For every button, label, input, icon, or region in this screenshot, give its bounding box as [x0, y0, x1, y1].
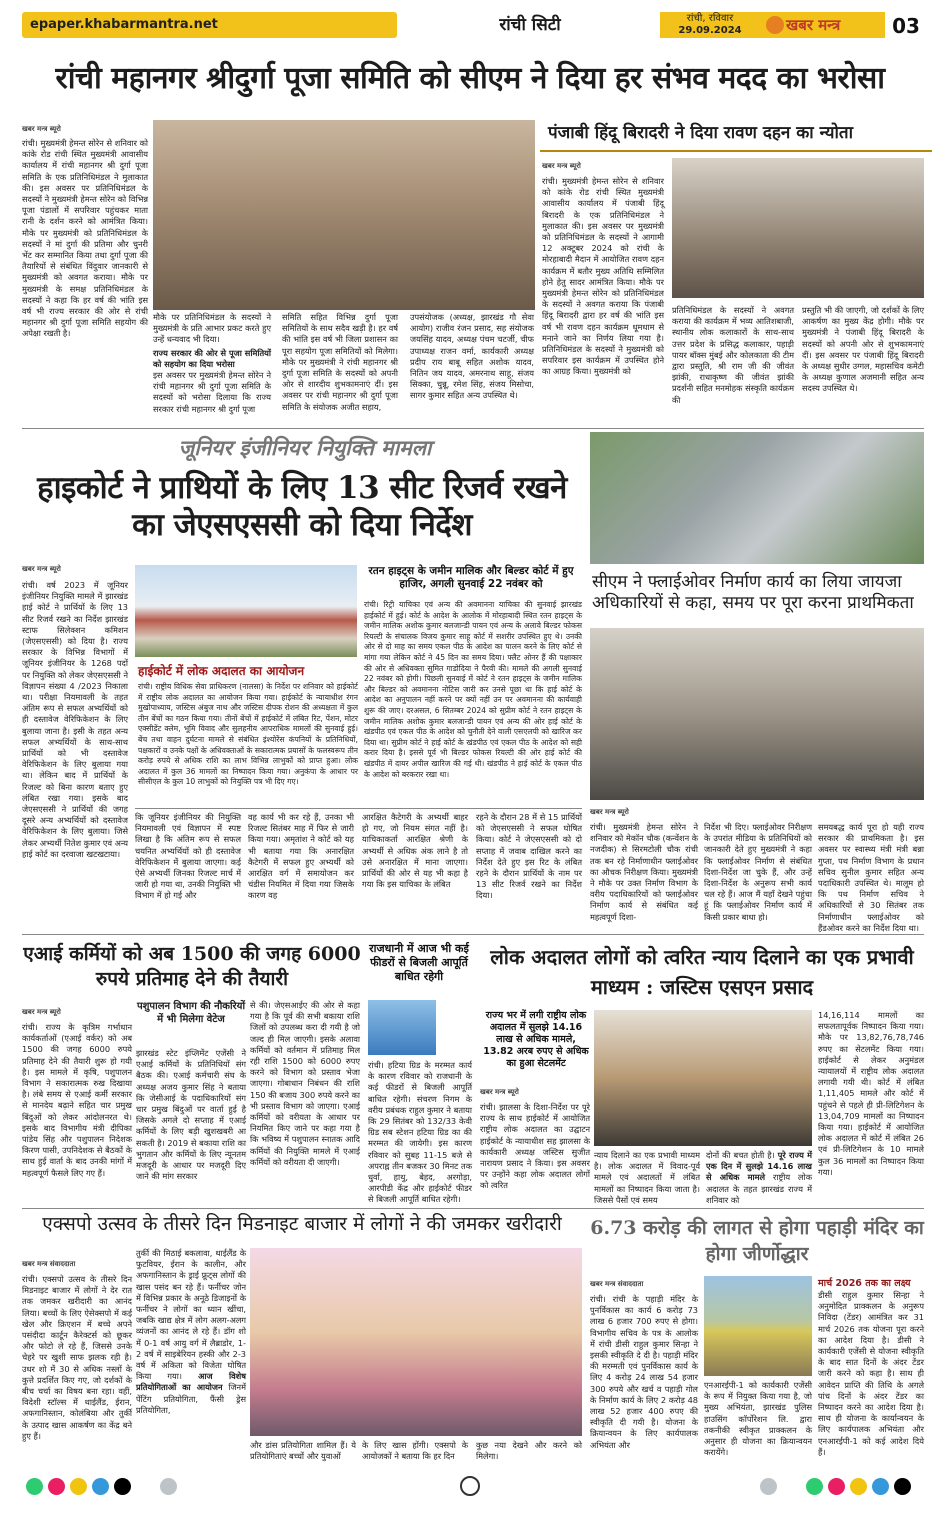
registration-dot	[48, 1478, 65, 1495]
expo-headline: एक्सपो उत्सव के तीसरे दिन मिडनाइट बाजार में लोगों ने की जमकर खरीदारी	[42, 1213, 562, 1235]
ai-col-1: रांची। राज्य के कृत्रिम गर्भाधान कार्यकर्ताओं (एआई वर्कर) को अब 1500 की जगह 6000 रुपये प्रतिमाह देने की तैयारी शुरू हो गयी है। इस मामले में कृषि, पशुपालन विभाग ने सकारात्मक रुख दिखाया है। लंबे समय से एआई कर्मी सरकार से मानदेय बढ़ाने सहित चार प्रमुख बिंदुओं को लेकर आंदोलनरत थे। इसके बाद विभागीय मंत्री दीपिका पांडेय सिंह और पशुपालन निदेशक किरण पासी, उपनिदेशक से बैठकों के साथ हुई वार्ता के बाद उनकी मांगों में महत्वपूर्ण फैसले लिए गए हैं।	[22, 1022, 132, 1178]
hc-headline: हाइकोर्ट ने प्राथियों के लिए 13 सीट रिजर्व रखने का जेएसएससी को दिया निर्देश	[37, 470, 567, 544]
expo-col-2-text: तुर्की की मिठाई बकलावा, थाईलैंड के फुटवियर, ईरान के कालीन, और अफगानिस्तान के ड्राई फ्रूट्स लोगों की खास पसंद बन रहे हैं। फर्नीचर जोन में विभिन्न प्रकार के अनूठे डिजाइनों के फर्नीचर ने लोगों का ध्यान खींचा, जबकि खाद्य क्षेत्र में लोग अलग-अलग व्यंजनों का आनंद ले रहे हैं। डॉग शो में 0-1 वर्ष आयु वर्ग में लैब्राडोर, 1-2 वर्ष में साइबेरियन हस्की और 2-3 वर्ष में अकिता को विजेता घोषित किया गया।	[136, 1248, 246, 1382]
expo-cap-2: के लिए खास होंगी। एक्सपो के आयोजकों ने बताया कि हर दिन	[362, 1440, 468, 1462]
lokadalat-box-text: रांची। राष्ट्रीय विधिक सेवा प्राधिकरण (नालसा) के निर्देश पर शनिवार को हाईकोर्ट में राष्ट्रीय लोक अदालत का आयोजन किया गया। हाईकोर्ट के न्यायाधीश रंगन मुखोपाध्याय, जस्टिस अंबुज नाथ और जस्टिस दीपक रोशन की अध्यक्षता में कुल तीन बेंचों का गठन किया गया। तीनों बेंचों में हाईकोर्ट में लंबित रिट, पेंशन, मोटर एक्सीडेंट क्लेम, भूमि विवाद और सुलहनीय आपराधिक मामलों की सुनवाई हुई। बेंच तथा वाहन दुर्घटना मामले से संबंधित इंश्योरेंस कंपनियों के प्रतिनिधियों, पक्षकारों व उनके पक्षों के अधिवक्ताओं के सकारात्मक प्रयासों के फलस्वरूप तीन करोड़ रुपये से अधिक राशि का लाभ विभिन्न लाभुकों को प्राप्त हुआ। लोक अदालत में कुल 36 मामलों का निष्पादन किया गया। अनुकंपा के आधार पर सीसीएल के कुल 10 लाभुकों को नियुक्ति पत्र भी दिए गए।	[138, 682, 358, 787]
expo-col-1: रांची। एक्सपो उत्सव के तीसरे दिन मिडनाइट बाजार में लोगों ने देर रात तक जमकर खरीदारी का आनंद लिया। बच्चों के लिए ऐसेक्सपो में कई खेल और क्रिएशन में बच्चे अपने पसंदीदा कार्टून कैरेक्टर्स को छूकर और फोटो ले रहे हैं, जिससे उनके चेहरे पर खुशी साफ झलक रही है। उधर शो में 30 से अधिक नस्लों के कुत्ते प्रदर्शित किए गए, जो दर्शकों के बीच चर्चा का विषय बना रहा। वहीं, विदेशी स्टॉल्स में थाईलैंड, ईरान, अफगानिस्तान, कोलंबिया और तुर्की के उत्पाद खास आकर्षण का केंद्र बने हुए हैं।	[22, 1274, 132, 1441]
lokadalat-box-headline: हाईकोर्ट में लोक अदालत का आयोजन	[138, 664, 305, 678]
highcourt-building-photo	[135, 565, 357, 657]
lok-highlight-box: राज्य भर में लगी राष्ट्रीय लोक अदालत में सुलझे 14.16 लाख से अधिक मामले, 13.82 अरब रुपए से अधिक का हुआ सेटलमेंट	[483, 1010, 589, 1069]
divider	[22, 1208, 924, 1209]
registration-dot	[806, 1478, 823, 1495]
ai-headline: एआई कर्मियों को अब 1500 की जगह 6000 रुपये प्रतिमाह देने की तैयारी	[23, 943, 361, 990]
divider	[135, 808, 582, 809]
hc-col-6: रहने के दौरान 28 में से 15 प्रार्थियों को जेएसएससी ने सफल घोषित किया। कोर्ट ने जेएसएससी को दो सप्ताह में जवाब दाखिल करने का निर्देश देते हुए इस रिट के लंबित रहने के दौरान प्रार्थियों के नाम पर 13 सीट रिजर्व रखने का निर्देश दिया।	[476, 812, 582, 901]
ratan-text: रांची। रिट्री याचिका एवं अन्य की अवमानना याचिका की सुनवाई झारखंड हाईकोर्ट में हुई। कोर्ट के आदेश के आलोक में मोरहाबादी स्थित रतन हाइट्स के जमीन मालिक अशोक कुमार बलजान्डी पायन एवं अन्य के अलावे बिल्डर फोकस रियल्टी के संचालक विजय कुमार साहू कोर्ट में सशरीर उपस्थित हुए थे। उनकी ओर से दो माह का समय एकल पीठ के आदेश का पालन करने के लिए कोर्ट से मांगा गया लेकिन कोर्ट ने 45 दिन का समय दिया। फ्लैट ओनर हैं की पक्षाकार की ओर से अधिवक्ता सुमित गाडोदिया ने पैरवी की। मामले की अगली सुनवाई 22 नवंबर को होगी। पिछली सुनवाई में कोर्ट ने रतन हाइट्स के जमीन मालिक और बिल्डर को अवमानना नोटिस जारी कर उनसे पूछा था कि हाई कोर्ट के आदेश का अनुपालन नहीं करने पर क्यों नहीं उन पर अवमानना की कार्यवाही शुरू की जाए। दरअसल, 6 सितम्बर 2024 को सुप्रीम कोर्ट ने रतन हाइट्स के जमीन मालिक अशोक कुमार बलजान्डी पायन एवं अन्य की ओर हाई कोर्ट के खंडपीठ एवं एकल पीठ के आदेश को चुनौती देने वाली एसएलपी को खारिज कर दिया था। सुप्रीम कोर्ट ने हाई कोर्ट के खंडपीठ एवं एकल पीठ के आदेश को सही करार दिया है। इससे पूर्व भी बिल्डर फोकस रियल्टी की ओर हाई कोर्ट की खंडपीठ में दायर अपील खारिज की गई थी। खंडपीठ ने हाई कोर्ट के एकल पीठ के आदेश को बरकरार रखा था।	[364, 600, 582, 779]
expo-col-2b-text: जिनमें पेंटिंग प्रतियोगिता, फैंसी ड्रेस प्रतियोगिता,	[136, 1382, 246, 1415]
lok-col-4: 14,16,114 मामलों का सफलतापूर्वक निष्पादन किया गया। मौके पर 13,82,76,78,746 रुपए का सेटलमेंट किया गया। हाईकोर्ट से लेकर अनुमंडल न्यायालयों में राष्ट्रीय लोक अदालत लगायी गयी थी। कोर्ट में लंबित 1,11,405 मामले और कोर्ट में पहुंचने से पहले ही प्री-लिटिगेशन के 13,04,709 मामलों का निष्पादन किया गया। हाईकोर्ट में आयोजित लोक अदालत में कोर्ट में लंबित 26 एवं प्री-लिटिगेशन के 10 मामले कुल 36 मामलों का निष्पादन किया गया।	[818, 1010, 924, 1177]
punjabi-headline: पंजाबी हिंदू बिरादरी ने दिया रावण दहन का न्योता	[548, 123, 853, 143]
brand-logo-icon	[766, 16, 784, 34]
temple-col-2: डीसी राहुल कुमार सिन्हा ने अनुमोदित प्राक्कलन के अनुरूप निविदा (टेंडर) आमंत्रित कर 31 मार्च 2026 तक योजना पूरा करने का आदेश दिया है। डीसी ने कार्यकारी एजेंसी से योजना स्वीकृति के बाद सात दिनों के अंदर टेंडर जारी करने को कहा है। साथ ही आवेदन प्राप्ति की तिथि के अगले पांच दिनों के अंदर टेंडर का निष्पादन करने का आदेश दिया है। साथ ही योजना के कार्यान्वयन के लिए कार्यपालक अभियंता और एनआरईपी-1 को कई आदेश दिये हैं।	[818, 1290, 924, 1457]
lead-byline: खबर मन्त्र ब्यूरो	[22, 125, 61, 133]
power-headline: राजधानी में आज भी कई फीडरों से बिजली आपूर्ति बाधित रहेगी	[369, 942, 469, 983]
punjabi-byline: खबर मन्त्र ब्यूरो	[542, 162, 581, 170]
lok-headline: लोक अदालत लोगों को त्वरित न्याय दिलाने का एक प्रभावी माध्यम : जस्टिस एसएन प्रसाद	[490, 945, 914, 999]
expo-cap-1: और डांस प्रतियोगिता शामिल हैं। ये प्रतियोगिताएं बच्चों और युवाओं	[250, 1440, 356, 1462]
page-number: 03	[886, 12, 926, 38]
dateline	[660, 12, 760, 38]
date-line-2: 29.09.2024	[678, 25, 742, 36]
punjabi-col-3: प्रस्तुति भी की जाएगी, जो दर्शकों के लिए आकर्षण का मुख्य केंद्र होगी। मौके पर मुख्यमंत्री ने पंजाबी हिंदू बिरादरी के सदस्यों को अपनी ओर से शुभकामनाएं दीं। इस अवसर पर पंजाबी हिंदू बिरादरी के अध्यक्ष सुधीर उग्गल, महासचिव कमेटी के अध्यक्ष कुणाल अजमानी सहित अन्य सदस्य उपस्थित थे।	[802, 305, 924, 394]
flyover-byline: खबर मन्त्र ब्यूरो	[590, 808, 629, 816]
punjabi-col-1: रांची। मुख्यमंत्री हेमन्त सोरेन से शनिवार को कांके रोड रांची स्थित मुख्यमंत्री आवासीय कार्यालय में पंजाबी हिंदू बिरादरी के एक प्रतिनिधिमंडल ने मुलाकात की। इस अवसर पर मुख्यमंत्री को प्रतिनिधिमंडल के सदस्यों ने आगामी 12 अक्टूबर 2024 को रांची के मोरहाबादी मैदान में आयोजित रावण दहन कार्यक्रम में बतौर मुख्य अतिथि सम्मिलित होने हेतु सादर आमंत्रित किया। मौके पर मुख्यमंत्री हेमन्त सोरेन को प्रतिनिधिमंडल के सदस्यों ने अवगत कराया कि पंजाबी हिंदू बिरादरी द्वारा हर वर्ष की भांति इस वर्ष भी रावण दहन कार्यक्रम धूमधाम से मनाने जाने का निर्णय लिया गया है। प्रतिनिधिमंडल के सदस्यों ने मुख्यमंत्री को सपरिवार इस कार्यक्रम में उपस्थित होने का आग्रह किया। मुख्यमंत्री को	[542, 176, 664, 377]
temple-byline: खबर मन्त्र संवाददाता	[590, 1280, 644, 1288]
flyover-col-2: निर्देश भी दिए। फ्लाईओवर निरीक्षण के उपरांत मीडिया के प्रतिनिधियों को जानकारी देते हुए मुख्यमंत्री ने कहा कि फ्लाईओवर निर्माण से संबंधित दिशा-निर्देश जा चुके हैं, और उन्हें दिशा-निर्देश के अनुरूप सभी कार्य चल रहे हैं। आज मैं यहाँ देखने पहुंचा हूं कि फ्लाईओवर निर्माण कार्य में किसी प्रकार बाधा हो।	[704, 822, 812, 922]
temple-subhead: मार्च 2026 तक का लक्ष्य	[818, 1278, 911, 1289]
lead-col-2	[153, 312, 271, 422]
brand-logo: खबर मन्त्र	[760, 12, 885, 38]
lok-col-3	[706, 1150, 813, 1205]
lok-subhead: पूरे राज्य में एक दिन में सुलझे 14.16 लाख से अधिक मामले	[706, 1150, 813, 1183]
flyover-aerial-photo	[590, 432, 924, 564]
crosshair-icon	[460, 1476, 480, 1496]
ai-byline: खबर मन्त्र ब्यूरो	[22, 1008, 61, 1016]
expo-byline: खबर मन्त्र संवाददाता	[22, 1260, 76, 1268]
lead-headline: रांची महानगर श्रीदुर्गा पूजा समिति को सीएम ने दिया हर संभव मदद का भरोसा	[55, 61, 885, 96]
section-title: रांची सिटी	[400, 12, 660, 38]
date-line-1: रांची, रविवार	[686, 13, 734, 24]
power-tower-photo	[368, 1000, 436, 1055]
registration-dot	[828, 1478, 845, 1495]
lok-col-2: न्याय दिलाने का एक प्रभावी माध्यम है। लोक अदालत में विवाद-पूर्व मामले एवं अदालतों में लंबित मामलों का निष्पादन किया जाता है। जिससे पैसों एवं समय	[594, 1150, 700, 1205]
hc-kicker: जूनियर इंजीनियर नियुक्ति मामला	[178, 435, 432, 460]
ai-col-3: से की। जेएसआईए की ओर से कहा गया है कि पूर्व की सभी बकाया राशि जिलों को उपलब्ध करा दी गयी है जो जल्द ही मिल जाएगी। इसके अलावा कर्मियों को वर्तमान में प्रतिमाह मिल रही राशि 1500 को 6000 रुपए करने को विभाग को प्रस्ताव भेजा जाएगा। गोबाधान निबंधन की राशि 150 की बजाय 300 रुपये करने का भी प्रस्ताव विभाग को जाएगा। एआई कर्मियों को वरीयता के आधार पर नियमित किए जाने पर कहा गया है कि भविष्य में पशुपालन स्नातक आदि कर्मियों की नियुक्ति मामले में एआई कर्मियों को वरीयता दी जाएगी।	[250, 1000, 360, 1167]
ai-col-2: झारखंड स्टेट इंप्लिमेंट एजेंसी ने एआई कर्मियों के प्रतिनिधियों संग बैठक की। एआई कर्मचारी संघ के अध्यक्ष अजय कुमार सिंह ने बताया कि जेसीआई के पदाधिकारियों संग चार प्रमुख बिंदुओं पर वार्ता हुई है जिसके अगले दो सप्ताह में एआई कर्मियों के लिए बड़ी खुशखबरी आ सकती है। 2019 से बकाया राशि का भुगतान और कर्मियों के लिए न्यूनतम मजदूरी के आधार पर मजदूरी दिए जाने की मांग सरकार	[136, 1048, 246, 1182]
registration-dot	[760, 1478, 777, 1495]
divider	[22, 428, 924, 429]
lead-col-4: उपसंयोजक (अध्यक्ष, झारखंड गौ सेवा आयोग) राजीव रंजन प्रसाद, सह संयोजक जयसिंह यादव, अध्यक्ष पंचम चटर्जी, चीफ उपाध्यक्ष राजन वर्मा, कार्यकारी अध्यक्ष प्रदीप राय बाबू सहित अशोक यादव, नितिन जय यादव, अमरनाथ साहू, संजय सिक्का, चुन्नू, रमेश सिंह, संजय मिसोचा, सागर कुमार सहित अन्य उपस्थित थे।	[410, 312, 534, 401]
lok-col-1: रांची। झालसा के दिशा-निर्देश पर पूरे राज्य के साथ हाईकोर्ट में आयोजित राष्ट्रीय लोक अदालत का उद्घाटन हाईकोर्ट के न्यायाधीश सह झालसा के कार्यकारी अध्यक्ष जस्टिस सुजीत नारायण प्रसाद ने किया। इस अवसर पर उन्होंने कहा लोक अदालत लोगों को त्वरित	[480, 1102, 590, 1191]
divider	[22, 934, 924, 935]
expo-photo	[250, 1248, 582, 1436]
registration-dot	[70, 1478, 87, 1495]
power-text: रांची। हटिया ग्रिड के मरम्मत कार्य के कारण रविवार को राजधानी के कई फीडरों से बिजली आपूर्ति बाधित रहेगी। संचरण निगम के वरीय प्रबंधक राहुल कुमार ने बताया कि 29 सितंबर को 132/33 केवी ग्रिड सब स्टेशन हटिया ग्रिड का की मरम्मत की जायेगी। इस कारण रविवार को सुबह 11-15 बजे से अपराह्न तीन बजकर 30 मिनट तक धुर्वा, हाथु, बेहद, अरगोड़ा, आरपीडी केंद्र और हाईकोर्ट फीडर से बिजली आपूर्ति बाधित रहेगी।	[368, 1060, 472, 1205]
punjabi-photo	[672, 158, 924, 298]
ai-subhead: पशुपालन विभाग की नौकरियों में भी मिलेगा वेटेज	[136, 1001, 246, 1025]
hc-byline: खबर मन्त्र ब्यूरो	[22, 565, 61, 573]
registration-dot	[850, 1478, 867, 1495]
lok-adalat-photo	[594, 1010, 812, 1146]
temple-caption: एनआरईपी-1 को कार्यकारी एजेंसी के रूप में नियुक्त किया गया है, जो मुख्य अभियंता, झारखंड पुलिस हाउसिंग कॉर्पोरेशन लि. द्वारा तकनीकी स्वीकृत प्राक्कलन के अनुसार ही योजना का क्रियान्वयन करायेंगे।	[704, 1380, 812, 1458]
temple-col-1: रांची। रांची के पहाड़ी मंदिर के पुनर्विकास का कार्य 6 करोड़ 73 लाख 6 हजार 700 रुपए से होगा। विभागीय सचिव के पत्र के आलोक में रांची डीसी राहुल कुमार सिन्हा ने इसकी स्वीकृति दे दी है। पहाड़ी मंदिर की मरम्मती एवं पुनर्विकास कार्य के लिए 4 करोड़ 24 लाख 54 हजार 300 रुपये और खर्च व पहाड़ी गोल के निर्माण कार्य के लिए 2 करोड़ 48 लाख 52 हजार 400 रुपए की स्वीकृति दी गयी है। योजना के क्रियान्वयन के लिए कार्यपालक अभियंता और	[590, 1294, 698, 1450]
hc-col-4: वह कार्य भी कर रहे हैं, उनका भी रिजल्ट सितंबर माह में फिर से जारी किया गया। अमृतांश ने कोर्ट को यह भी बताया गया कि अनारक्षित कैटेगरी में सफल हुए अभ्यर्थी को आरक्षित वर्ग में समायोजन कर चंडीस नियमित में दिया गया जिसके कारण वह	[248, 812, 354, 901]
lok-col-3b-text: राष्ट्रीय लोक अदालत के तहत झारखंड राज्य में शनिवार को	[706, 1172, 813, 1205]
hc-col-1: रांची। वर्ष 2023 में जूनियर इंजीनियर नियुक्ति मामले में झारखंड हाई कोर्ट ने प्रार्थियों के लिए 13 सीट रिजर्व रखने का निर्देश झारखंड स्टाफ सिलेक्शन कमिशन (जेएसएससी) को दिया है। राज्य सरकार के विभिन्न विभागों में जूनियर इंजीनियर के 1268 पदों पर नियुक्ति को लेकर जेएसएससी ने विज्ञापन संख्या 4 /2023 निकाला था। परीक्षा नियमावली के तहत अंतिम रूप से सफल अभ्यर्थियों को ही दस्तावेज वेरिफिकेशन के लिए बुलाया जाना है। इसी के तहत अन्य सफल अभ्यर्थियों के साथ-साथ प्रार्थियों को भी दस्तावेज वेरिफिकेशन के लिए बुलाया गया था। लेकिन बाद में प्रार्थियों के रिजल्ट को बिना कारण बताए हुए लंबित रखा गया। इसके बाद जेएसएससी ने प्रार्थियों की जगह दूसरे अन्य अभ्यर्थियों को दस्तावेज वेरिफिकेशन के लिए बुलाया। जिसे लेकर अभ्यर्थी नितेश कुमार एवं अन्य हाई कोर्ट का दरवाजा खटखटाया।	[22, 580, 129, 859]
hc-col-5: आरक्षित कैटेगरी के अभ्यर्थी बाहर हो गए, जो नियम संगत नहीं है। याचिकाकर्ता आरक्षित श्रेणी के अभ्यर्थी से अधिक अंक लाने है तो उसे अनारक्षित में माना जाएगा। प्रार्थियों की ओर से यह भी कहा है गया कि इस याचिका के लंबित	[362, 812, 468, 890]
expo-cap-3: कुछ नया देखने और करने को मिलेगा।	[476, 1440, 582, 1462]
lead-col-2b-text: इस अवसर पर मुख्यमंत्री हेमन्त सोरेन ने रांची महानगर श्री दुर्गा पूजा समिति के सदस्यों को भरोसा दिलाया कि राज्य सरकार रांची महानगर श्री दुर्गा पूजा	[153, 370, 271, 414]
flyover-col-3: समयबद्ध कार्य पूरा हो यही राज्य सरकार की प्राथमिकता है। इस अवसर पर स्वास्थ्य मंत्री मंत्री बन्ना गुप्ता, पथ निर्माण विभाग के प्रधान सचिव सुनील कुमार सहित अन्य पदाधिकारी उपस्थित थे। मालूम हो कि पथ निर्माण सचिव ने अधिकारियों से 30 सितंबर तक निर्माणाधीन फ्लाईओवर को हैंडओवर करने का निर्देश दिया था।	[818, 822, 924, 933]
expo-col-2	[136, 1248, 246, 1470]
ratan-headline: रतन हाइट्स के जमीन मालिक और बिल्डर कोर्ट में हुए हाजिर, अगली सुनवाई 22 नवंबर को	[368, 565, 574, 590]
lead-col-3: समिति सहित विभिन्न दुर्गा पूजा समितियों के साथ सदैव खड़ी है। हर वर्ष की भांति इस वर्ष भी जिला प्रशासन का पूरा सहयोग पूजा समितियों को मिलेगा। मौके पर मुख्यमंत्री ने रांची महानगर श्री दुर्गा पूजा समिति के सदस्यों को अपनी ओर से शारदीय शुभकामनाएं दीं। इस अवसर पर रांची महानगर श्री दुर्गा पूजा समिति के संयोजक अजीत सहाय,	[282, 312, 398, 412]
flyover-col-1: रांची। मुख्यमंत्री हेमन्त सोरेन ने शनिवार को मेकॉन चौक (कन्वेंशन के नजदीक) से सिरमटोली चौक रांची तक बन रहे निर्माणाधीन फ्लाईओवर का औचक निरीक्षण किया। मुख्यमंत्री ने मौके पर उक्त निर्माण विभाग के वरीय पदाधिकारियों को फ्लाईओवर निर्माण कार्य से संबंधित कई महत्वपूर्ण दिशा-	[590, 822, 699, 922]
lok-col-3-text: दोनों की बचत होती है।	[706, 1150, 775, 1160]
registration-dot	[92, 1478, 109, 1495]
registration-dot	[160, 1478, 177, 1495]
temple-headline: 6.73 करोड़ की लागत से होगा पहाड़ी मंदिर का होगा जीर्णोद्धार	[590, 1217, 924, 1265]
registration-dot	[26, 1478, 43, 1495]
hc-col-3: कि जूनियर इंजीनियर की नियुक्ति नियमावली एवं विज्ञापन में स्पष्ट लिखा है कि अंतिम रूप से सफल चयनित अभ्यर्थियों को ही दस्तावेज वेरिफिकेशन में बुलाया जाएगा। कई ऐसे अभ्यर्थी जिनका रिजल्ट मार्च में जारी हो गया था, उनकी नियुक्ति भी विभाग में हो गई और	[135, 812, 241, 901]
lead-col-2-text: मौके पर प्रतिनिधिमंडल के सदस्यों ने मुख्यमंत्री के प्रति आभार प्रकट करते हुए उन्हें धन्यवाद भी दिया।	[153, 312, 271, 345]
flyover-headline: सीएम ने फ्लाईओवर निर्माण कार्य का लिया जायजा अधिकारियों से कहा, समय पर पूरा करना प्राथमिकता	[592, 572, 914, 614]
pahadi-mandir-photo	[704, 1276, 812, 1376]
epaper-url-link[interactable]: epaper.khabarmantra.net	[22, 12, 397, 38]
lead-subhead: राज्य सरकार की ओर से पूजा समितियों को सहयोग का दिया भरोसा	[153, 347, 271, 369]
lead-col-1: रांची। मुख्यमंत्री हेमन्त सोरेन से शनिवार को कांके रोड रांची स्थित मुख्यमंत्री आवासीय कार्यालय में रांची महानगर श्री दुर्गा पूजा समिति के एक प्रतिनिधिमंडल ने मुलाकात की। इस अवसर पर प्रतिनिधिमंडल के सदस्यों ने मुख्यमंत्री हेमन्त सोरेन को विभिन्न पूजा पंडालों में सपरिवार पहुंचकर माता रानी के दर्शन करने को आमंत्रित किया। मौके पर मुख्यमंत्री को प्रतिनिधिमंडल के सदस्यों ने मां दुर्गा की प्रतिमा और चुनरी भेंट कर सम्मानित किया तथा दुर्गा पूजा की तैयारियों से संबंधित विंदुवार जानकारी से मुख्यमंत्री को अवगत कराया। मौके पर मुख्यमंत्री के समक्ष प्रतिनिधिमंडल के सदस्यों ने कहा कि हर वर्ष की भांति इस वर्ष भी राज्य सरकार की ओर से रांची महानगर श्री दुर्गा पूजा समिति सहयोग की अपेक्षा रखती है।	[22, 138, 148, 339]
cm-inspection-photo	[590, 628, 924, 800]
lok-byline: खबर मन्त्र ब्यूरो	[480, 1088, 519, 1096]
registration-dot	[894, 1478, 911, 1495]
registration-dot	[114, 1478, 131, 1495]
expo-subhead: आज विशेष प्रतियोगिताओं का आयोजन	[136, 1371, 246, 1393]
lead-photo	[153, 120, 535, 310]
punjabi-col-2: प्रतिनिधिमंडल के सदस्यों ने अवगत कराया की कार्यक्रम में भव्य आतिशबाजी, स्थानीय लोक कलाकारों के साथ-साथ उत्तर प्रदेश के प्रसिद्ध कलाकार, पहाड़ी पायर बॉक्स मुंबई और कोलकाता की टीम द्वारा प्रस्तुति, श्री राम जी की जीवंत झांकी, राधाकृष्ण की जीवंत झांकी प्रदर्शनी सहित मनमोहक संस्कृति कार्यक्रम की	[672, 305, 794, 405]
registration-dot	[872, 1478, 889, 1495]
